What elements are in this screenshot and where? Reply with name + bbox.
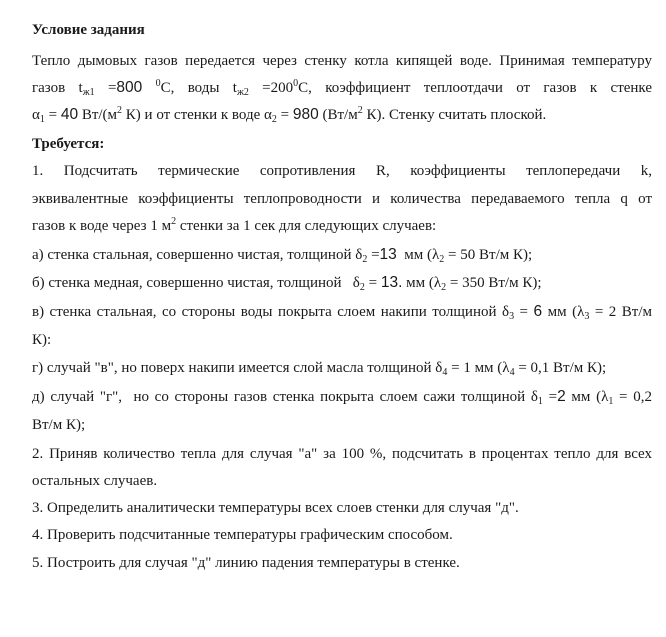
- condition-line-1: Тепло дымовых газов передается через стенку котла кипящей воде. Принимая температуру: [32, 53, 652, 69]
- case-a: а) стенка стальная, совершенно чистая, толщиной $\delta_2 =13$ мм ($\lambda_2 = 50$ Вт/м К);: [32, 246, 533, 265]
- condition-heading: Условие задания: [32, 22, 145, 38]
- condition-line-3: $\alpha_1 = 40$ $Вт/(м^2$ К) и от стенки к воде $\alpha_2 = 980$ ($Вт/м^2$ К). Стенку считать плоской.: [32, 105, 547, 125]
- case-d-thickness: 2: [557, 388, 566, 405]
- case-a-thickness: 13: [379, 246, 397, 263]
- item-2-line-2: остальных случаев.: [32, 473, 158, 489]
- condition-line-2: газов $t_{ж1} =800$ $^0$С, воды $t_{ж2} =200^0С$, коэффициент теплоотдачи от газов к стенке: [32, 78, 653, 98]
- item-5: 5. Построить для случая "д" линию падения температуры в стенке.: [32, 555, 460, 571]
- item-3: 3. Определить аналитически температуры всех слоев стенки для случая "д".: [32, 500, 519, 516]
- case-b-thickness: 13.: [380, 274, 403, 291]
- case-v-thickness: 6: [533, 303, 543, 320]
- item-1-line-3: газов к воде через 1 $м^2$ стенки за 1 сек для следующих случаев:: [32, 216, 437, 234]
- case-d-line-1: д) случай "г", но со стороны газов стенка покрыта слоем сажи толщиной $\delta_1 =2$ мм ($\lambda_1 = 0,2$: [32, 388, 652, 407]
- alpha2-value: 980: [292, 106, 319, 123]
- item-2-line-1: 2. Приняв количество тепла для случая "а" за 100 %, подсчитать в процентах тепло для всех: [32, 446, 652, 462]
- required-heading: Требуется:: [32, 136, 105, 152]
- case-g: г) случай "в", но поверх накипи имеется слой масла толщиной $\delta_4 = 1$ мм ($\lambda_4 = 0,1$ Вт/м К);: [32, 360, 607, 378]
- item-4: 4. Проверить подсчитанные температуры графическим способом.: [32, 527, 453, 543]
- case-v-line-2: К):: [32, 332, 52, 348]
- item-1-line-1: 1. Подсчитать термические сопротивления R, коэффициенты теплопередачи k,: [32, 163, 652, 179]
- alpha1-value: 40: [60, 106, 79, 123]
- case-v-line-1: в) стенка стальная, со стороны воды покрыта слоем накипи толщиной $\delta_3 = 6$ мм ($\lambda_3 = 2$ Вт/м: [32, 303, 652, 322]
- case-d-line-2: Вт/м К);: [32, 417, 86, 433]
- gas-temperature-value: 800: [116, 79, 143, 96]
- item-1-line-2: эквивалентные коэффициенты теплопроводности и количества передаваемого тепла q от: [32, 191, 652, 207]
- case-b: б) стенка медная, совершенно чистая, толщиной $\delta_2 = 13$. мм ($\lambda_2 = 350$ Вт/м К);: [32, 274, 542, 293]
